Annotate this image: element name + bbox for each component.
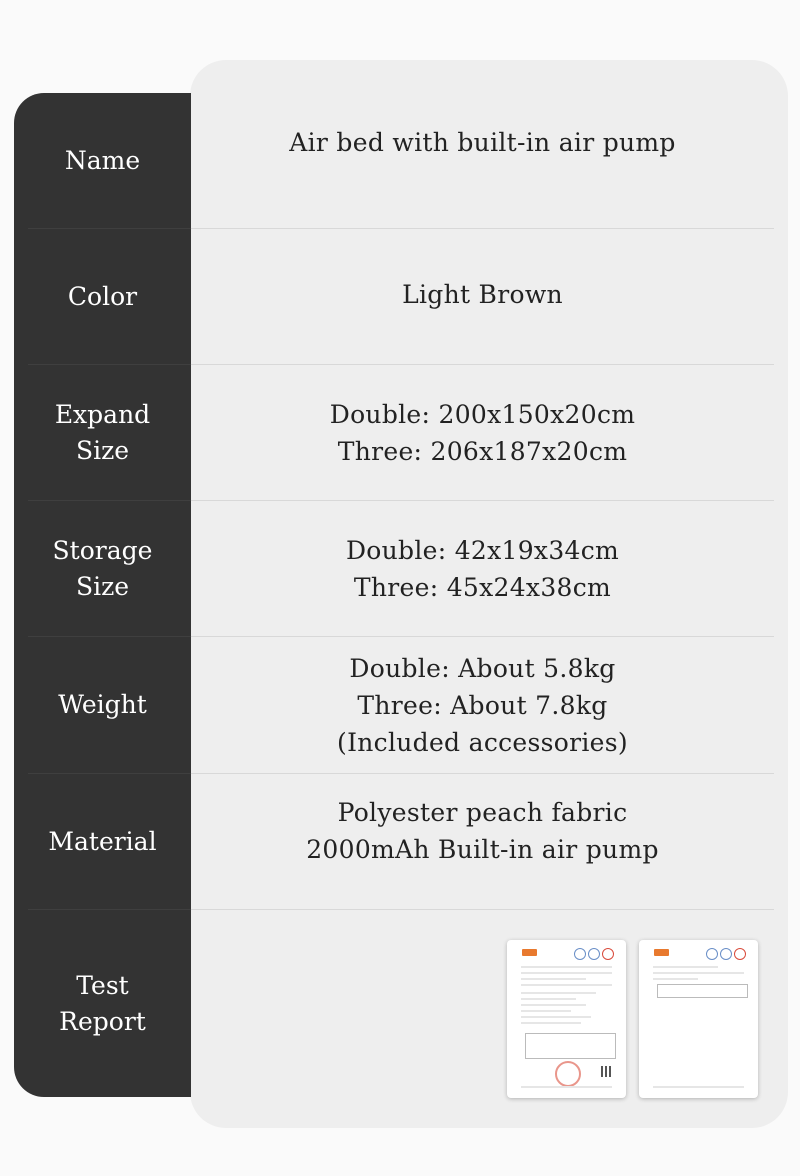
certification-marks-icon [706,948,746,960]
test-report-image[interactable] [639,940,758,1098]
spec-value [191,229,774,364]
spec-value-line: Double: 42x19x34cm [345,535,620,565]
spec-value [191,501,774,636]
spec-value-line: Double: 200x150x20cm [329,399,636,429]
spec-value [191,93,774,228]
spec-value-line: 2000mAh Built-in air pump [306,834,659,864]
lab-logo-icon [654,949,669,956]
spec-row-storage-size [14,501,774,636]
spec-label: Storage Size [52,535,153,601]
spec-value-line: Three: 45x24x38cm [353,572,612,602]
results-table-icon [657,984,748,998]
spec-value-line: Double: About 5.8kg [349,653,616,683]
spec-label: Material [48,826,157,856]
spec-value [191,637,774,773]
stamp-seal-icon [555,1061,581,1087]
spec-label: Weight [58,690,147,719]
spec-label: Test Report [59,970,146,1036]
spec-row-name [14,93,774,228]
spec-value [191,365,774,500]
lab-logo-icon [522,949,537,956]
spec-row-material [14,774,774,909]
spec-row-expand-size [14,365,774,500]
spec-row-color [14,229,774,364]
spec-value-line: Polyester peach fabric [337,797,628,827]
spec-value-line: Light Brown [402,280,563,309]
spec-label: Color [67,281,138,311]
results-table-icon [525,1033,616,1059]
certification-marks-icon [574,948,614,960]
spec-value [191,774,774,909]
spec-value-line: Three: About 7.8kg [357,690,608,720]
spec-label: Expand Size [54,399,151,465]
spec-value-line: (Included accessories) [337,727,628,757]
test-report-image[interactable] [507,940,626,1098]
spec-value-line: Air bed with built-in air pump [289,128,676,157]
spec-label: Name [64,145,141,175]
spec-value-line: Three: 206x187x20cm [337,436,628,466]
qr-code-icon [601,1066,612,1077]
spec-row-weight [14,637,774,773]
